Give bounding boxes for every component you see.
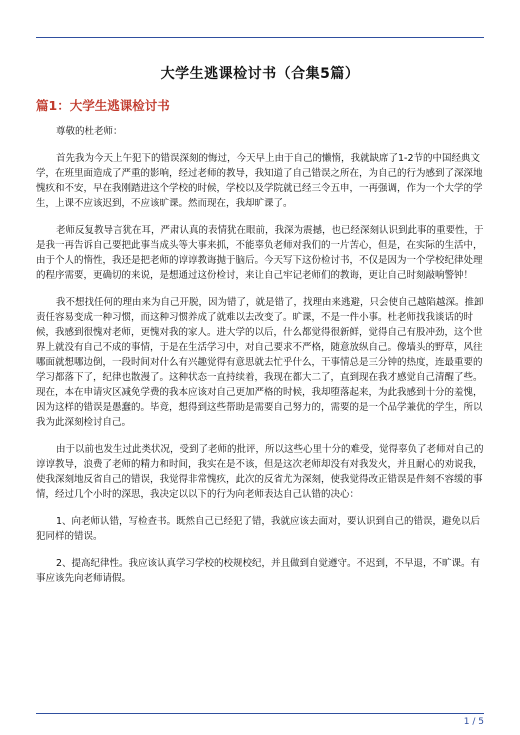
- paragraph: 老师反复教导言犹在耳，严肃认真的表情犹在眼前，我深为震撼，也已经深刻认识到此事的重要性，于是我一再告诉自己要把此事当成头等大事来抓，不能辜负老师对我们的一片苦心，但是，在实际的生活中，由于个人的惰性，我还是把老师的谆谆教诲抛于脑后。今天写下这份检讨书，不仅是因为一个学校纪律处理的程序需要，更确切的来说，是想通过这份检讨，来让自己牢记老师们的教诲，更让自己时刻敲响警钟！: [36, 225, 484, 281]
- page-indicator: 1 / 5: [463, 717, 484, 727]
- header-rule: [36, 37, 484, 38]
- paragraph: 我不想找任何的理由来为自己开脱，因为错了，就是错了，找理由来逃避，只会使自己越陷越深。推卸责任容易变成一种习惯，而这种习惯养成了就难以去改变了。旷课，不是一件小事。杜老师找我谈话的时候，我感到很愧对老师，更愧对我的家人。进大学的以后，什么都觉得很新鲜，觉得自己有股冲劲，这个世界上就没有自己不成的事情，于是在生活学习中，对自己要求不严格，随意放纵自己。像墙头的野草，风往哪面就想哪边倒，一段时间对什么有兴趣觉得有意思就去忙乎什么，干事情总是三分钟的热度，连最重要的学习都落下了，纪律也散漫了。这种状态一直持续着，我现在都大二了，直到现在我才感觉自己清醒了些。现在，本在申请灾区减免学费的我本应该对自己更加严格的时候，我却堕落起来，为此我感到十分的羞愧，因为这样的错误是愚蠢的。毕竟，想得到这些帮助是需要自己努力的，需要的是一个品学兼优的学生，所以我为此深刻检讨自己。: [36, 297, 484, 428]
- footer-rule: [36, 713, 484, 714]
- document-body: [36, 124, 484, 598]
- paragraph: 首先我为今天上午犯下的错误深刻的悔过，今天早上由于自己的懒惰，我就缺席了1-2节的中国经典文学，在班里面造成了严重的影响，经过老师的教导，我知道了自己错误之所在，为自己的行为感到了深深地愧疚和不安，早在我刚踏进这个学校的时候，学校以及学院就已经三令五申，一再强调，作为一个大学的学生，上课不应该迟到，不应该旷课。然而现在，我却旷课了。: [36, 153, 483, 209]
- document-title: 大学生逃课检讨书（合集5篇）: [160, 66, 360, 82]
- salutation: 尊敬的杜老师：: [56, 126, 123, 137]
- paragraph: 2、提高纪律性。我应该认真学习学校的校规校纪，并且做到自觉遵守。不迟到，不早退，不旷课。有事应该先向老师请假。: [36, 558, 481, 584]
- paragraph: 由于以前也发生过此类状况，受到了老师的批评，所以这些心里十分的难受，觉得辜负了老师对自己的谆谆教导，浪费了老师的精力和时间，我实在是不该，但是这次老师却没有对我发火，并且耐心的劝说我，使我深刻地反省自己的错误，我觉得非常愧疚，此次的反省尤为深刻，使我觉得改正错误是件刻不容缓的事情，经过几个小时的深思，我决定以以下的行为向老师表达自己认错的决心：: [36, 444, 484, 500]
- section-heading: 篇1：大学生逃课检讨书: [36, 98, 170, 113]
- paragraph: 1、向老师认错，写检查书。既然自己已经犯了错，我就应该去面对，要认识到自己的错误，避免以后犯同样的错误。: [36, 516, 481, 542]
